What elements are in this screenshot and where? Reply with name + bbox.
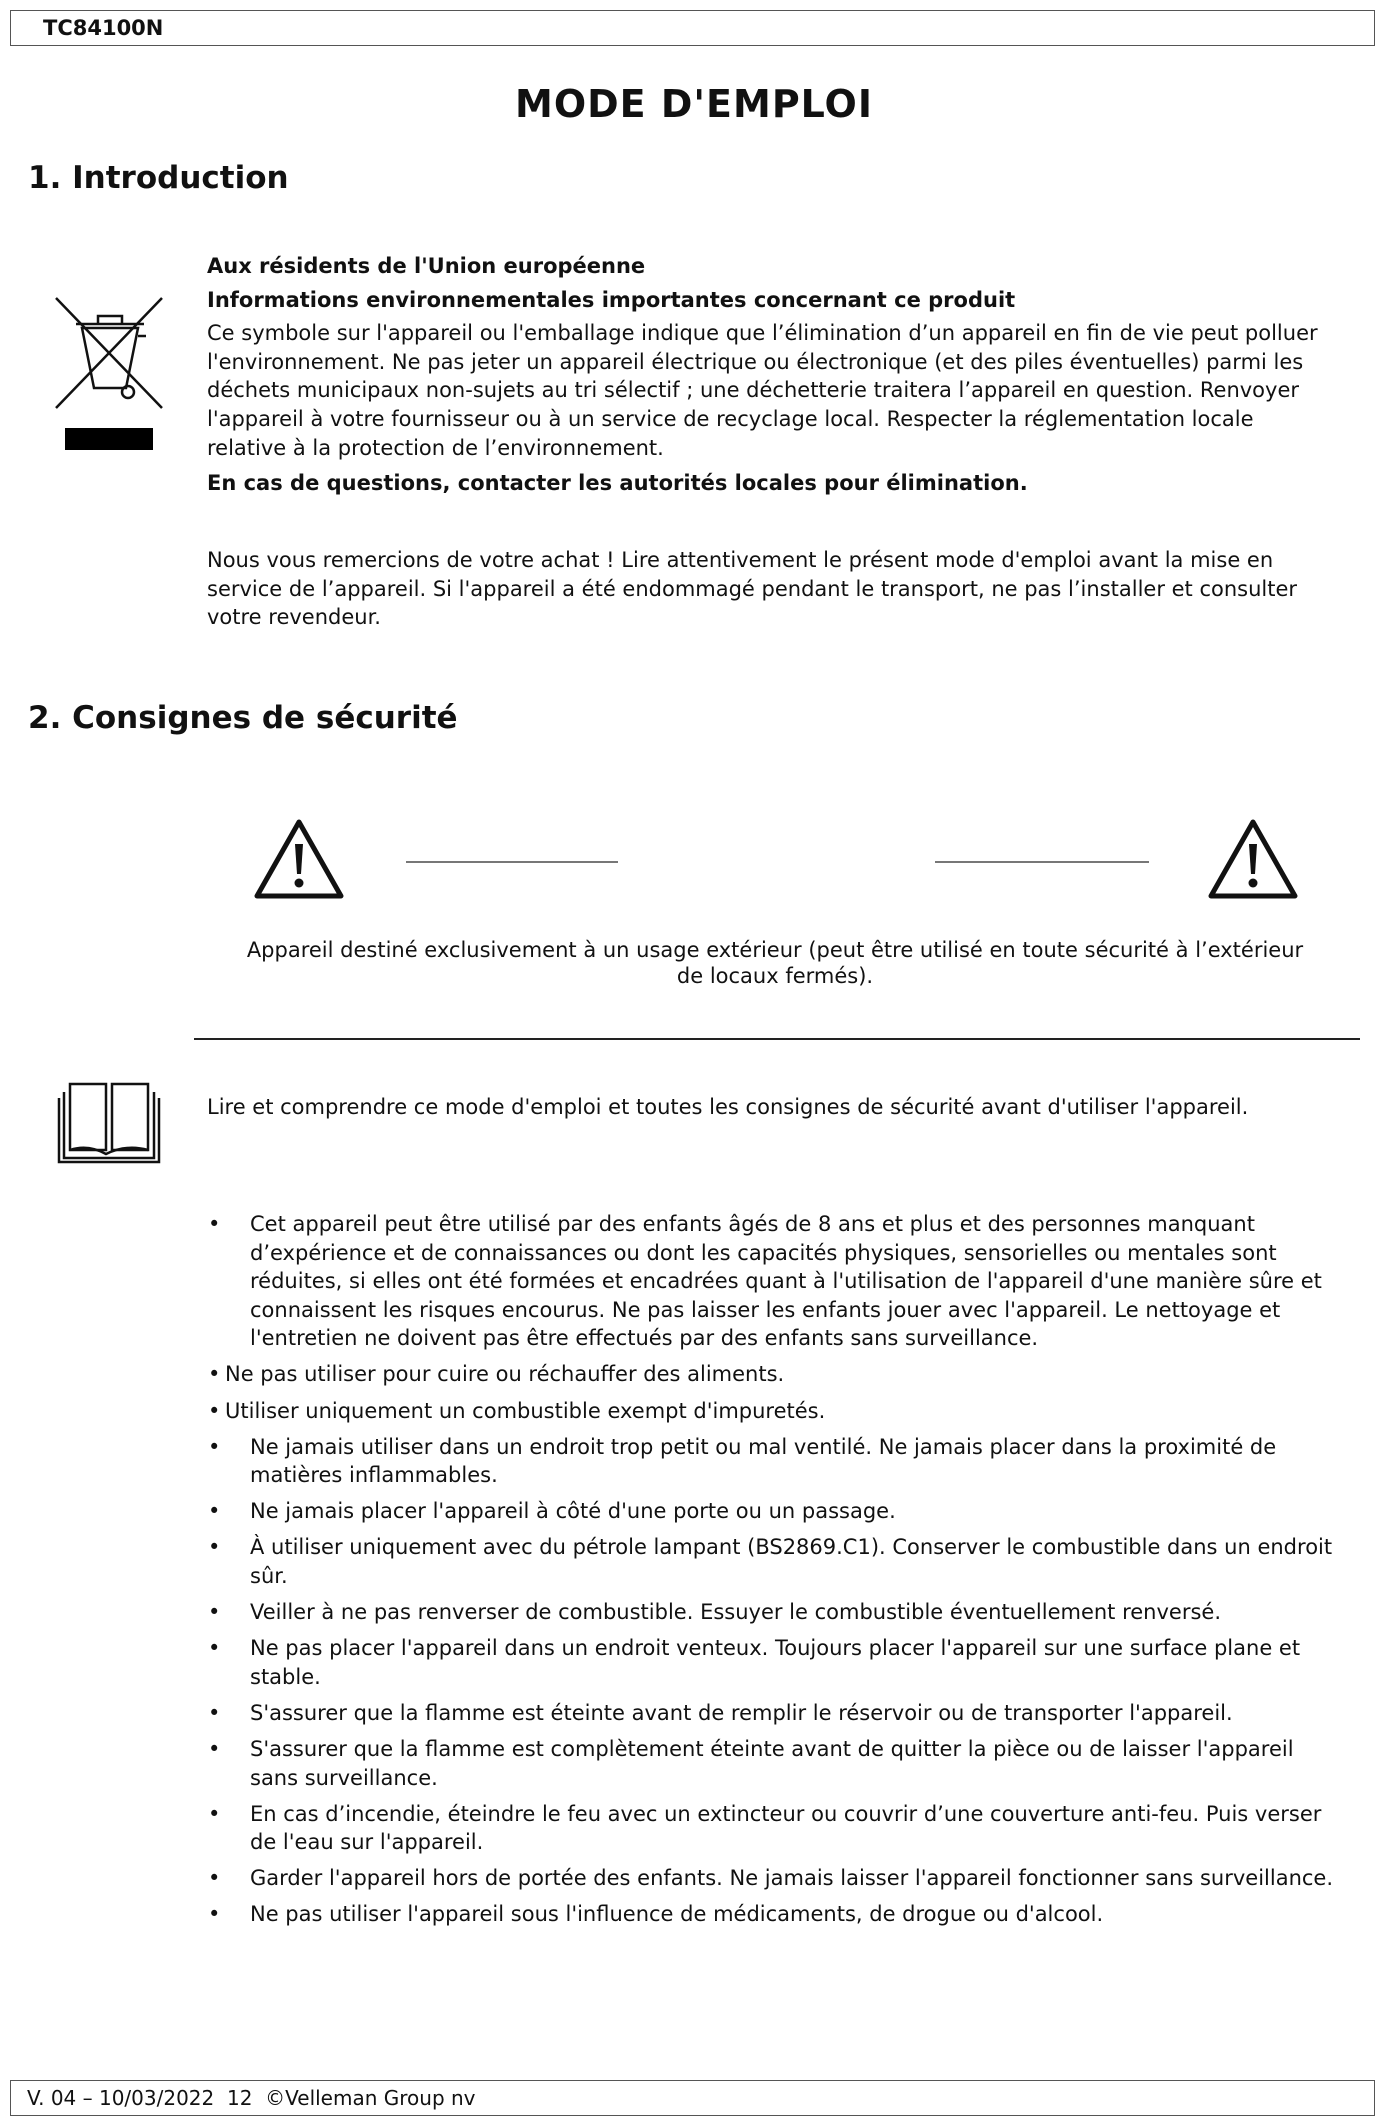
- list-item: • En cas d’incendie, éteindre le feu avec un extincteur ou couvrir d’une couverture anti-feu. Puis verser de l'eau sur l'appareil.: [208, 1800, 1348, 1857]
- read-manual-text: Lire et comprendre ce mode d'emploi et toutes les consignes de sécurité avant d'utiliser l'appareil.: [207, 1095, 1249, 1119]
- list-item: • Cet appareil peut être utilisé par des enfants âgés de 8 ans et plus et des personnes manquant d’expérience et de connaissances ou dont les capacités physiques, sensorielles ou mentales sont réduites, si elles ont été formées et encadrées quant à l'utilisation de l'appareil d'une manière sûre et connaissent les risques encourus. Ne pas laisser les enfants jouer avec l'appareil. Le nettoyage et l'entretien ne doivent pas être effectués par des enfants sans surveillance.: [208, 1210, 1348, 1353]
- footer-version-text: V. 04 – 10/03/2022 12 ©Velleman Group nv: [27, 2086, 476, 2110]
- list-item: • Ne pas placer l'appareil dans un endroit venteux. Toujours placer l'appareil sur une surface plane et stable.: [208, 1634, 1348, 1691]
- list-item: • Garder l'appareil hors de portée des enfants. Ne jamais laisser l'appareil fonctionner sans surveillance.: [208, 1864, 1348, 1893]
- read-manual-book-icon: [56, 1078, 162, 1164]
- list-item: • Veiller à ne pas renverser de combustible. Essuyer le combustible éventuellement renversé.: [208, 1598, 1348, 1627]
- divider-line: [406, 861, 618, 863]
- page-title: MODE D'EMPLOI: [515, 82, 873, 126]
- environment-info-title: Informations environnementales importantes concernant ce produit: [207, 287, 1016, 312]
- list-item: • Ne pas utiliser l'appareil sous l'influence de médicaments, de drogue ou d'alcool.: [208, 1900, 1348, 1929]
- list-item: • Ne pas utiliser pour cuire ou réchauffer des aliments.: [208, 1360, 1348, 1389]
- list-item: • Utiliser uniquement un combustible exempt d'impuretés.: [208, 1397, 1348, 1426]
- warning-triangle-icon: [253, 818, 345, 900]
- divider-line: [935, 861, 1149, 863]
- list-item: • S'assurer que la flamme est complètement éteinte avant de quitter la pièce ou de laisser l'appareil sans surveillance.: [208, 1735, 1348, 1792]
- section-heading-safety: 2. Consignes de sécurité: [28, 700, 458, 736]
- warning-triangle-icon: [1207, 818, 1299, 900]
- section-heading-introduction: 1. Introduction: [28, 160, 289, 196]
- list-item: • Ne jamais placer l'appareil à côté d'une porte ou un passage.: [208, 1497, 1348, 1526]
- section-divider: [194, 1038, 1360, 1040]
- list-item: • Ne jamais utiliser dans un endroit trop petit ou mal ventilé. Ne jamais placer dans la proximité de matières inflammables.: [208, 1433, 1348, 1490]
- eu-residents-title: Aux résidents de l'Union européenne: [207, 254, 646, 278]
- page-footer: [10, 2080, 1375, 2116]
- safety-bullet-list: [208, 1210, 1348, 1937]
- list-item: • S'assurer que la flamme est éteinte avant de remplir le réservoir ou de transporter l'appareil.: [208, 1699, 1348, 1728]
- contact-authorities-text: En cas de questions, contacter les autorités locales pour élimination.: [207, 471, 1028, 496]
- weee-notice: [207, 252, 1327, 498]
- weee-bin-icon: [54, 296, 166, 456]
- thank-you-text: Nous vous remercions de votre achat ! Lire attentivement le présent mode d'emploi avant la mise en service de l’appareil. Si l'appareil a été endommagé pendant le transport, ne pas l’installer et consulter votre revendeur.: [207, 548, 1298, 630]
- list-item: • À utiliser uniquement avec du pétrole lampant (BS2869.C1). Conserver le combustible dans un endroit sûr.: [208, 1533, 1348, 1590]
- weee-body-text: Ce symbole sur l'appareil ou l'emballage indique que l’élimination d’un appareil en fin de vie peut polluer l'environnement. Ne pas jeter un appareil électrique ou électronique (et des piles éventuelles) parmi les déchets municipaux non-sujets au tri sélectif ; une déchetterie traitera l’appareil en question. Renvoyer l'appareil à votre fournisseur ou à un service de recyclage local. Respecter la réglementation locale relative à la protection de l’environnement.: [207, 321, 1318, 460]
- outdoor-use-warning: Appareil destiné exclusivement à un usage extérieur (peut être utilisé en toute sécurité à l’extérieur de locaux fermés).: [246, 938, 1304, 988]
- model-number: TC84100N: [43, 16, 164, 40]
- page-header: [10, 10, 1375, 46]
